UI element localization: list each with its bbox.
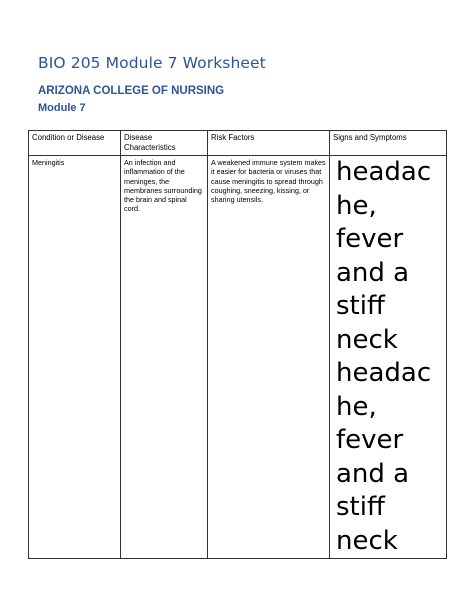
- symptom-line: headac: [336, 358, 432, 388]
- header-condition: Condition or Disease: [29, 131, 121, 156]
- cell-symptoms: [330, 156, 447, 559]
- symptom-line: and a: [336, 257, 410, 288]
- header-characteristics: Disease Characteristics: [121, 131, 208, 156]
- symptom-line: he,: [336, 190, 377, 221]
- symptom-line: headac: [336, 157, 432, 187]
- cell-risk-factors: A weakened immune system makes it easier for bacteria or viruses that cause meningitis to spread through coughing, sneezing, kissing, or sharing utensils.: [208, 156, 330, 559]
- college-name: ARIZONA COLLEGE OF NURSING: [38, 85, 225, 97]
- symptom-line: stiff: [336, 492, 385, 522]
- header-signs-symptoms: Signs and Symptoms: [330, 131, 447, 156]
- symptom-line: fever: [336, 425, 404, 455]
- table-row: [29, 156, 447, 559]
- module-label: Module 7: [38, 102, 86, 114]
- worksheet-table: [28, 130, 447, 559]
- symptom-line: neck: [336, 525, 398, 556]
- symptom-line: fever: [336, 224, 404, 254]
- header-risk-factors: Risk Factors: [208, 131, 330, 156]
- symptom-line: stiff: [336, 291, 385, 321]
- table-header-row: [29, 131, 447, 156]
- document-title: BIO 205 Module 7 Worksheet: [38, 54, 266, 72]
- symptom-line: and a: [336, 458, 410, 489]
- symptom-line: neck: [336, 324, 398, 355]
- cell-condition: Meningitis: [29, 156, 121, 559]
- symptom-line: he,: [336, 391, 377, 422]
- cell-characteristics: An infection and inflammation of the meninges, the membranes surrounding the brain and spinal cord.: [121, 156, 208, 559]
